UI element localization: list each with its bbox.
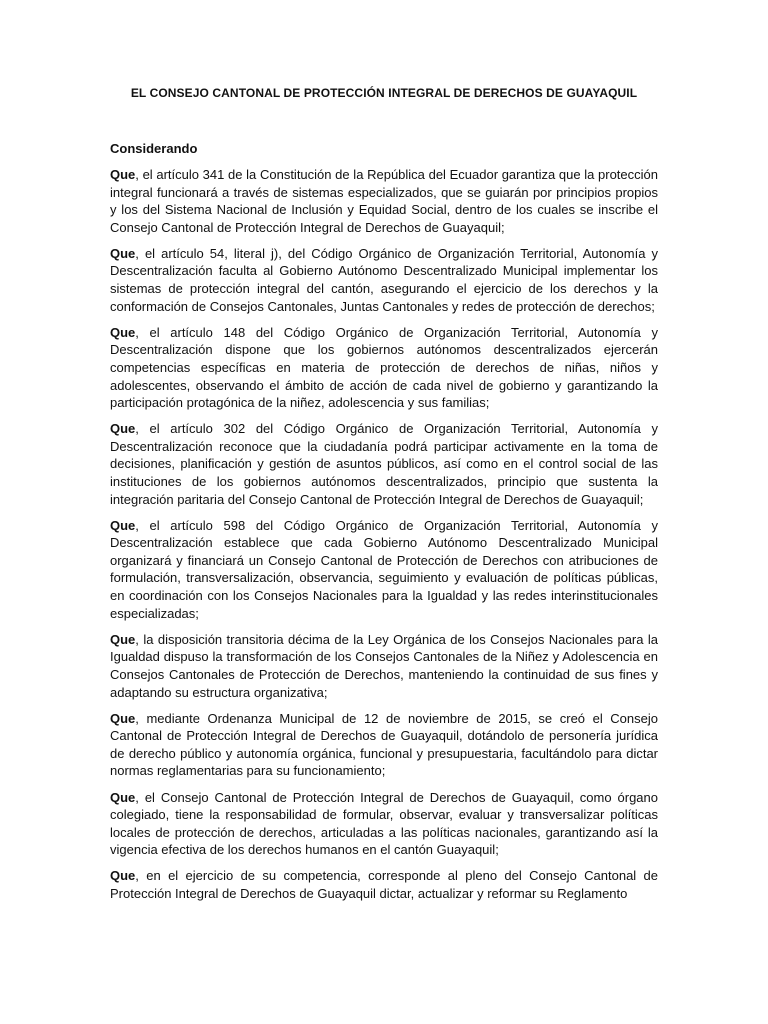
section-heading: Considerando [110, 141, 198, 156]
paragraph-8 [110, 789, 658, 859]
paragraph-5 [110, 517, 658, 623]
paragraph-4 [110, 420, 658, 508]
paragraph-lead: Que [110, 631, 136, 647]
paragraph-lead: Que [110, 710, 136, 726]
paragraph-text: , mediante Ordenanza Municipal de 12 de noviembre de 2015, se creó el Consejo Cantonal de Protección Integral de Derechos de Guayaquil, dotándolo de personería jurídica de derecho público y autonomía orgánica, funcional y presupuestaria, facultándolo para dictar normas reglamentarias para su funcionamiento; [110, 710, 658, 779]
paragraph-text: , el artículo 148 del Código Orgánico de Organización Territorial, Autonomía y Descentralización dispone que los gobiernos autónomos descentralizados ejercerán competencias específicas en materia de protección de derechos de niñas, niños y adolescentes, observando el ámbito de acción de cada nivel de gobierno y garantizando la participación protagónica de la niñez, adolescencia y sus familias; [110, 324, 658, 411]
paragraph-6 [110, 631, 658, 701]
paragraph-3 [110, 324, 658, 412]
paragraph-lead: Que [110, 421, 136, 437]
paragraph-7 [110, 710, 658, 780]
paragraph-lead: Que [110, 167, 136, 182]
paragraph-lead: Que [110, 245, 136, 261]
paragraph-text: , el artículo 598 del Código Orgánico de Organización Territorial, Autonomía y Descentralización establece que cada Gobierno Autónomo Descentralizado Municipal organizará y financiará un Consejo Cantonal de Protección de Derechos con atribuciones de formulación, transversalización, observancia, seguimiento y evaluación de políticas públicas, en coordinación con los Consejos Nacionales para la Igualdad y las redes interinstitucionales especializadas; [110, 517, 658, 621]
paragraph-1 [110, 166, 658, 236]
paragraph-text: , el artículo 341 de la Constitución de la República del Ecuador garantiza que la protección integral funcionará a través de sistemas especializados, que se guiarán por principios propios y los del Sistema Nacional de Inclusión y Equidad Social, dentro de los cuales se inscribe el Consejo Cantonal de Protección Integral de Derechos de Guayaquil; [110, 167, 658, 235]
paragraph-text: , el artículo 302 del Código Orgánico de Organización Territorial, Autonomía y Descentralización reconoce que la ciudadanía podrá participar activamente en la toma de decisiones, planificación y gestión de asuntos públicos, así como en el control social de las instituciones de los gobiernos autónomos descentralizados, principio que sustenta la integración paritaria del Consejo Cantonal de Protección Integral de Derechos de Guayaquil; [110, 421, 658, 507]
paragraph-lead: Que [110, 517, 136, 533]
paragraph-text: , el Consejo Cantonal de Protección Integral de Derechos de Guayaquil, como órgano colegiado, tiene la responsabilidad de formular, observar, evaluar y transversalizar políticas locales de protección de derechos, articuladas a las políticas nacionales, garantizando así la vigencia efectiva de los derechos humanos en el cantón Guayaquil; [110, 789, 658, 858]
document-body [110, 140, 658, 911]
paragraph-text: , la disposición transitoria décima de la Ley Orgánica de los Consejos Nacionales para la Igualdad dispuso la transformación de los Consejos Cantonales de la Niñez y Adolescencia en Consejos Cantonales de Protección de Derechos, manteniendo la continuidad de sus fines y adaptando su estructura organizativa; [110, 631, 658, 700]
paragraph-9 [110, 867, 658, 902]
paragraph-lead: Que [110, 324, 136, 340]
paragraph-lead: Que [110, 789, 136, 805]
paragraph-text: , en el ejercicio de su competencia, corresponde al pleno del Consejo Cantonal de Protección Integral de Derechos de Guayaquil dictar, actualizar y reformar su Reglamento [110, 868, 658, 901]
paragraph-2 [110, 245, 658, 315]
document-title: EL CONSEJO CANTONAL DE PROTECCIÓN INTEGRAL DE DERECHOS DE GUAYAQUIL [130, 86, 638, 100]
paragraph-lead: Que [110, 868, 136, 884]
paragraph-text: , el artículo 54, literal j), del Código Orgánico de Organización Territorial, Autonomía y Descentralización faculta al Gobierno Autónomo Descentralizado Municipal implementar los sistemas de protección integral del cantón, asegurando el ejercicio de los derechos y la conformación de Consejos Cantonales, Juntas Cantonales y redes de protección de derechos; [110, 245, 658, 314]
